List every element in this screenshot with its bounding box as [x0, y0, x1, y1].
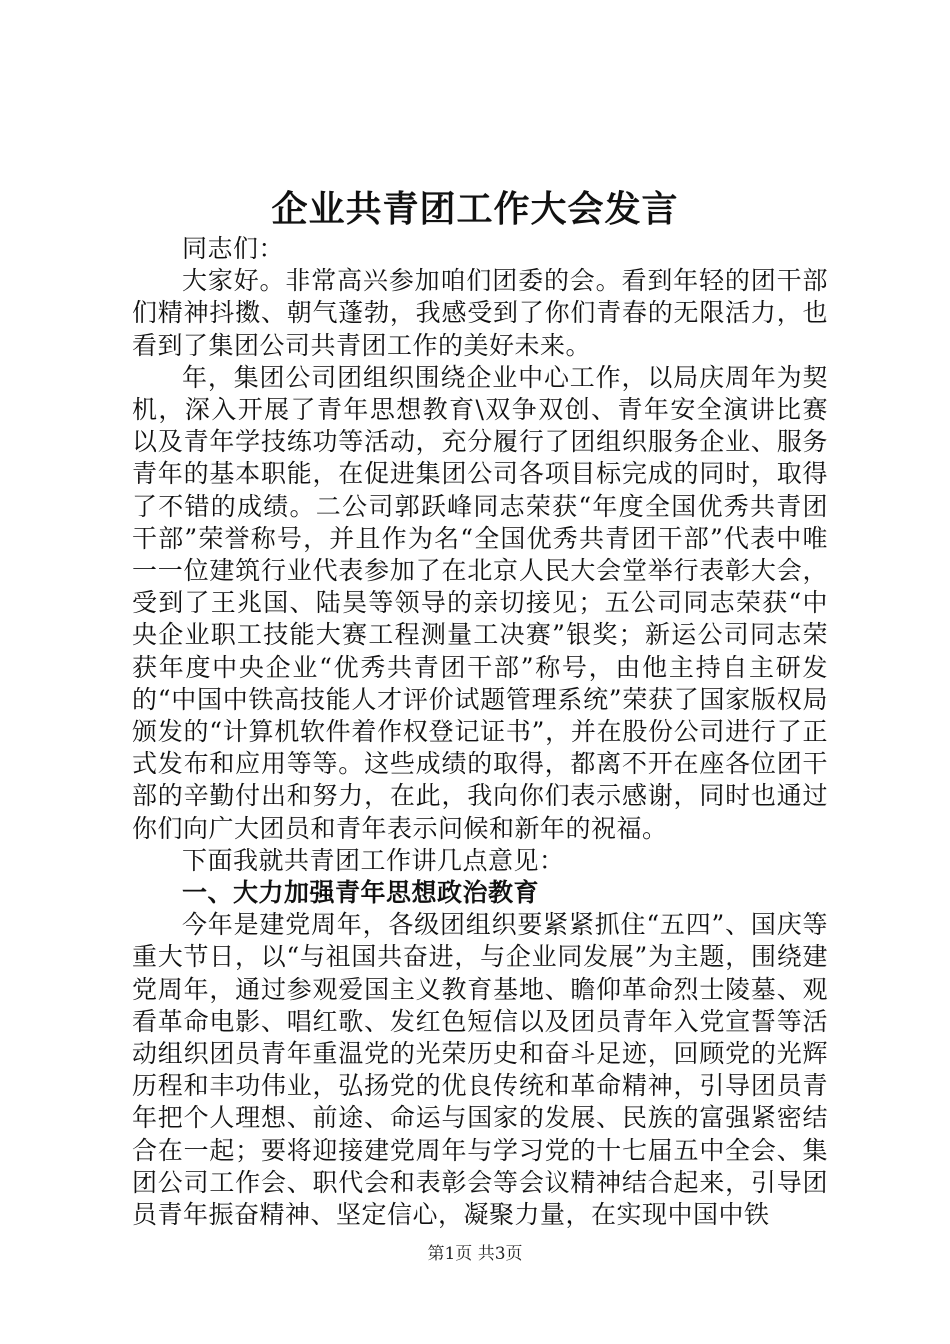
- document-title: 企业共青团工作大会发言: [271, 189, 679, 230]
- page-number-footer: 第1页 共3页: [427, 1244, 523, 1264]
- section-heading: 一、大力加强青年思想政治教育: [182, 878, 540, 908]
- paragraph-achievements: 年，集团公司团组织围绕企业中心工作，以局庆周年为契机，深入开展了青年思想教育\双争双创、青年安全演讲比赛以及青年学技练功等活动，充分履行了团组织服务企业、服务青年的基本职能，在促进集团公司各项目标完成的同时，取得了不错的成绩。二公司郭跃峰同志荣获“年度全国优秀共青团干部”荣誉称号，并且作为名“全国优秀共青团干部”代表中唯一一位建筑行业代表参加了在北京人民大会堂举行表彰大会，受到了王兆国、陆昊等领导的亲切接见；五公司同志荣获“中央企业职工技能大赛工程测量工决赛”银奖；新运公司同志荣获年度中央企业“优秀共青团干部”称号，由他主持自主研发的“中国中铁高技能人才评价试题管理系统”荣获了国家版权局颁发的“计算机软件着作权登记证书”，并在股份公司进行了正式发布和应用等等。这些成绩的取得，都离不开在座各位团干部的辛勤付出和努力，在此，我向你们表示感谢，同时也通过你们向广大团员和青年表示问候和新年的祝福。: [132, 362, 828, 843]
- document-body: [132, 233, 828, 1231]
- salutation: 同志们：: [182, 234, 285, 263]
- paragraph-greeting: 大家好。非常高兴参加咱们团委的会。看到年轻的团干部们精神抖擞、朝气蓬勃，我感受到了你们青春的无限活力，也看到了集团公司共青团工作的美好未来。: [132, 266, 828, 360]
- paragraph-section-one: 今年是建党周年，各级团组织要紧紧抓住“五四”、国庆等重大节日，以“与祖国共奋进，与企业同发展”为主题，围绕建党周年，通过参观爱国主义教育基地、瞻仰革命烈士陵墓、观看革命电影、唱红歌、发红色短信以及团员青年入党宣誓等活动组织团员青年重温党的光荣历史和奋斗足迹，回顾党的光辉历程和丰功伟业，弘扬党的优良传统和革命精神，引导团员青年把个人理想、前途、命运与国家的发展、民族的富强紧密结合在一起；要将迎接建党周年与学习党的十七届五中全会、集团公司工作会、职代会和表彰会等会议精神结合起来，引导团员青年振奋精神、坚定信心，凝聚力量，在实现中国中铁: [132, 910, 828, 1230]
- paragraph-intro-opinions: 下面我就共青团工作讲几点意见：: [182, 845, 565, 875]
